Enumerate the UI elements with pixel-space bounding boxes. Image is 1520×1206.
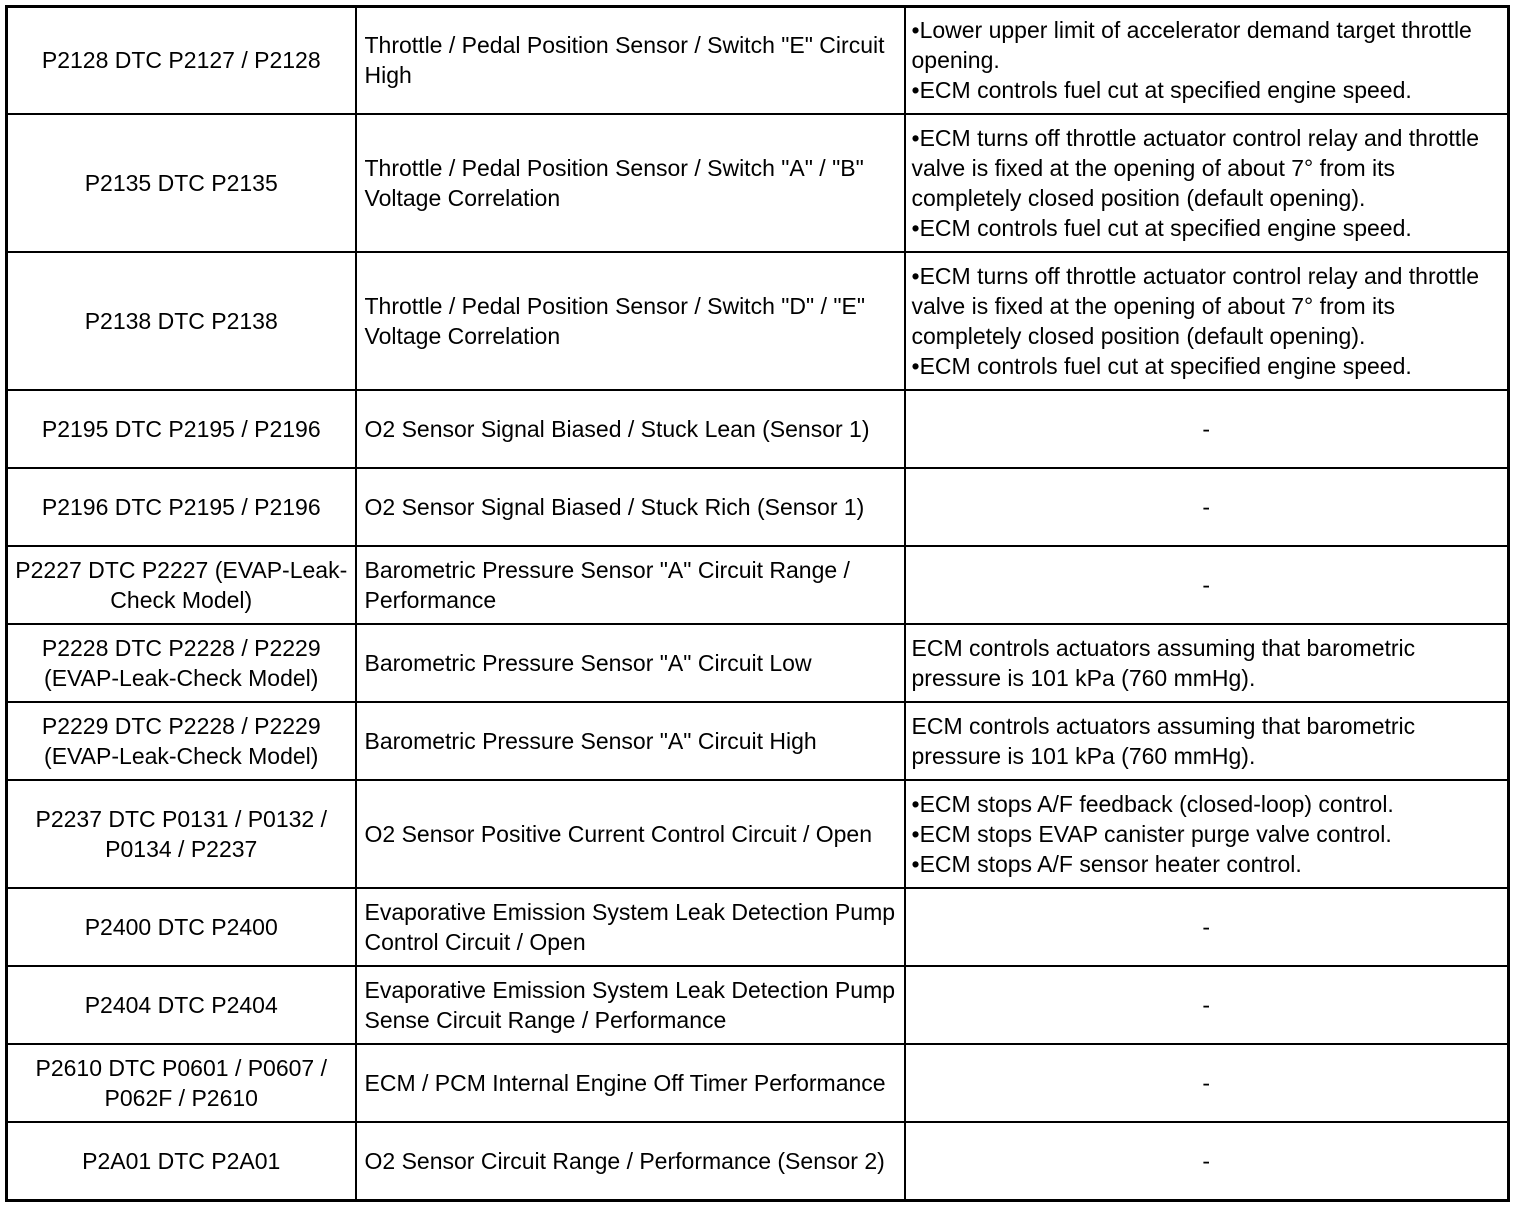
description-cell: Barometric Pressure Sensor "A" Circuit High — [356, 702, 905, 780]
description-cell: Throttle / Pedal Position Sensor / Switch "D" / "E" Voltage Correlation — [356, 252, 905, 390]
fail-safe-cell — [905, 114, 1509, 252]
dtc-code-cell: P2128 DTC P2127 / P2128 — [7, 7, 356, 114]
dtc-code-cell: P2227 DTC P2227 (EVAP-Leak-Check Model) — [7, 546, 356, 624]
dtc-code-cell: P2237 DTC P0131 / P0132 / P0134 / P2237 — [7, 780, 356, 888]
fail-safe-item: • ECM stops EVAP canister purge valve control. — [912, 819, 1502, 849]
table-row — [7, 390, 1509, 468]
description-cell: O2 Sensor Circuit Range / Performance (Sensor 2) — [356, 1122, 905, 1201]
table-row — [7, 702, 1509, 780]
fail-safe-cell — [905, 7, 1509, 114]
description-cell: Throttle / Pedal Position Sensor / Switch "A" / "B" Voltage Correlation — [356, 114, 905, 252]
table-row — [7, 780, 1509, 888]
fail-safe-item: • ECM turns off throttle actuator control relay and throttle valve is fixed at the opening of about 7° from its completely closed position (default opening). — [912, 123, 1502, 213]
fail-safe-cell: - — [905, 966, 1509, 1044]
description-cell: O2 Sensor Positive Current Control Circuit / Open — [356, 780, 905, 888]
fail-safe-item: • ECM controls fuel cut at specified engine speed. — [912, 351, 1502, 381]
description-cell: O2 Sensor Signal Biased / Stuck Rich (Sensor 1) — [356, 468, 905, 546]
fail-safe-item: • ECM controls fuel cut at specified engine speed. — [912, 213, 1502, 243]
dtc-code-cell: P2135 DTC P2135 — [7, 114, 356, 252]
fail-safe-cell: - — [905, 468, 1509, 546]
fail-safe-item: • Lower upper limit of accelerator demand target throttle opening. — [912, 15, 1502, 75]
fail-safe-item: • ECM turns off throttle actuator control relay and throttle valve is fixed at the opening of about 7° from its completely closed position (default opening). — [912, 261, 1502, 351]
dtc-code-cell: P2610 DTC P0601 / P0607 / P062F / P2610 — [7, 1044, 356, 1122]
description-cell: O2 Sensor Signal Biased / Stuck Lean (Sensor 1) — [356, 390, 905, 468]
dtc-code-cell: P2A01 DTC P2A01 — [7, 1122, 356, 1201]
table-row — [7, 1044, 1509, 1122]
dtc-code-cell: P2196 DTC P2195 / P2196 — [7, 468, 356, 546]
description-cell: ECM / PCM Internal Engine Off Timer Performance — [356, 1044, 905, 1122]
dtc-code-cell: P2195 DTC P2195 / P2196 — [7, 390, 356, 468]
dtc-code-cell: P2229 DTC P2228 / P2229 (EVAP-Leak-Check Model) — [7, 702, 356, 780]
table-row — [7, 888, 1509, 966]
fail-safe-item: • ECM stops A/F feedback (closed-loop) control. — [912, 789, 1502, 819]
description-cell: Evaporative Emission System Leak Detection Pump Control Circuit / Open — [356, 888, 905, 966]
table-row — [7, 1122, 1509, 1201]
fail-safe-item: • ECM stops A/F sensor heater control. — [912, 849, 1502, 879]
dtc-code-cell: P2404 DTC P2404 — [7, 966, 356, 1044]
fail-safe-cell: ECM controls actuators assuming that barometric pressure is 101 kPa (760 mmHg). — [905, 702, 1509, 780]
table-row — [7, 114, 1509, 252]
dtc-table — [5, 5, 1510, 1202]
table-row — [7, 966, 1509, 1044]
table-row — [7, 252, 1509, 390]
fail-safe-cell: - — [905, 1044, 1509, 1122]
fail-safe-cell: ECM controls actuators assuming that barometric pressure is 101 kPa (760 mmHg). — [905, 624, 1509, 702]
fail-safe-cell — [905, 780, 1509, 888]
table-row — [7, 7, 1509, 114]
table-row — [7, 624, 1509, 702]
description-cell: Barometric Pressure Sensor "A" Circuit Range / Performance — [356, 546, 905, 624]
fail-safe-cell: - — [905, 888, 1509, 966]
dtc-code-cell: P2400 DTC P2400 — [7, 888, 356, 966]
fail-safe-cell: - — [905, 1122, 1509, 1201]
description-cell: Barometric Pressure Sensor "A" Circuit Low — [356, 624, 905, 702]
dtc-code-cell: P2138 DTC P2138 — [7, 252, 356, 390]
dtc-code-cell: P2228 DTC P2228 / P2229 (EVAP-Leak-Check Model) — [7, 624, 356, 702]
description-cell: Evaporative Emission System Leak Detection Pump Sense Circuit Range / Performance — [356, 966, 905, 1044]
fail-safe-cell: - — [905, 390, 1509, 468]
table-row — [7, 546, 1509, 624]
fail-safe-item: • ECM controls fuel cut at specified engine speed. — [912, 75, 1502, 105]
table-row — [7, 468, 1509, 546]
fail-safe-cell: - — [905, 546, 1509, 624]
fail-safe-cell — [905, 252, 1509, 390]
description-cell: Throttle / Pedal Position Sensor / Switch "E" Circuit High — [356, 7, 905, 114]
